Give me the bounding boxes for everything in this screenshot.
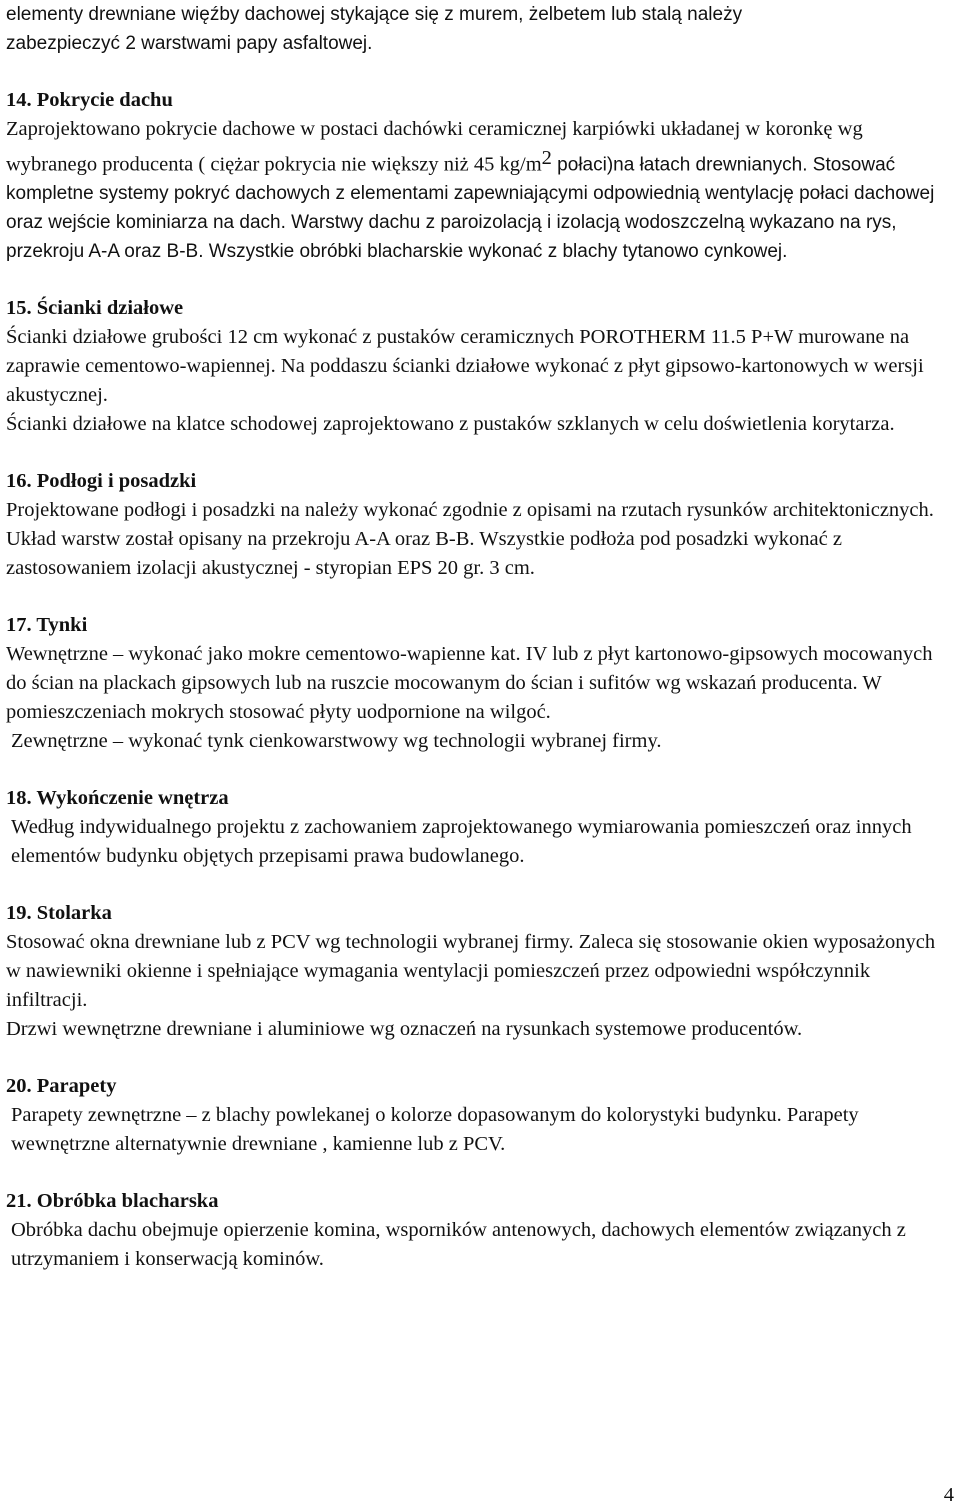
section-18-heading: 18. Wykończenie wnętrza xyxy=(6,787,229,810)
intro-line-2: zabezpieczyć 2 warstwami papy asfaltowej. xyxy=(6,33,373,54)
section-17 xyxy=(6,611,954,756)
section-15-paragraph-1: Ścianki działowe grubości 12 cm wykonać z pustaków ceramicznych POROTHERM 11.5 P+W murowane na zaprawie cementowo-wapiennej. Na poddaszu ścianki działowe wykonać z płyt gipsowo-kartonowych w wersji akustycznej. xyxy=(6,326,924,407)
section-16-heading: 16. Podłogi i posadzki xyxy=(6,470,197,493)
intro-paragraph xyxy=(6,0,954,58)
section-21 xyxy=(6,1187,954,1274)
section-21-heading: 21. Obróbka blacharska xyxy=(6,1190,219,1213)
section-16-paragraph-1: Projektowane podłogi i posadzki na należy wykonać zgodnie z opisami na rzutach rysunków architektonicznych. Układ warstw został opisany na przekroju A-A oraz B-B. Wszystkie podłoża pod posadzki wykonać z zastosowaniem izolacji akustycznej - styropian EPS 20 gr. 3 cm. xyxy=(6,499,934,580)
section-20-heading: 20. Parapety xyxy=(6,1075,117,1098)
section-19-paragraph-2: Drzwi wewnętrzne drewniane i aluminiowe wg oznaczeń na rysunkach systemowe producentów. xyxy=(6,1018,803,1041)
section-17-paragraph-2: Zewnętrzne – wykonać tynk cienkowarstwowy wg technologii wybranej firmy. xyxy=(11,730,662,753)
section-16 xyxy=(6,467,954,583)
page-number: 4 xyxy=(943,1484,954,1506)
section-19-paragraph-1: Stosować okna drewniane lub z PCV wg technologii wybranej firmy. Zaleca się stosowanie okien wyposażonych w nawiewniki okienne i spełniające wymagania wentylacji pomieszczeń przez odpowiedni współczynnik infiltracji. xyxy=(6,931,936,1012)
section-18 xyxy=(6,784,954,871)
intro-line-1: elementy drewniane więźby dachowej stykające się z murem, żelbetem lub stalą należy xyxy=(6,4,743,25)
section-14-heading: 14. Pokrycie dachu xyxy=(6,89,173,111)
section-15-paragraph-2: Ścianki działowe na klatce schodowej zaprojektowano z pustaków szklanych w celu doświetlenia korytarza. xyxy=(6,413,895,436)
section-15 xyxy=(6,294,954,439)
section-17-heading: 17. Tynki xyxy=(6,614,88,637)
section-14-body: Zaprojektowano pokrycie dachowe w postaci dachówki ceramicznej karpiówki układanej w koronkę wg wybranego producenta ( ciężar pokrycia nie większy niż 45 $kg/m^2$ połaci)na łatach drewnianych. Stosować kompletne systemy pokryć dachowych z elementami zapewniającymi odpowiednią wentylację połaci dachowej oraz wejście kominiarza na dach. Warstwy dachu z paroizolacją i izolacją wodoszczelną wykazano na rys, przekroju A-A oraz B-B. Wszystkie obróbki blacharskie wykonać z blachy tytanowo cynkowej. xyxy=(6,118,935,263)
section-17-paragraph-1: Wewnętrzne – wykonać jako mokre cementowo-wapienne kat. IV lub z płyt kartonowo-gipsowych mocowanych do ścian na plackach gipsowych lub na ruszcie mocowanym do ścian i sufitów wg wskazań producenta. W pomieszczeniach mokrych stosować płyty uodpornione na wilgoć. xyxy=(6,643,933,724)
section-21-paragraph-1: Obróbka dachu obejmuje opierzenie komina, wsporników antenowych, dachowych elementów związanych z utrzymaniem i konserwacją kominów. xyxy=(11,1219,906,1271)
section-19 xyxy=(6,899,954,1044)
section-18-paragraph-1: Według indywidualnego projektu z zachowaniem zaprojektowanego wymiarowania pomieszczeń oraz innych elementów budynku objętych przepisami prawa budowlanego. xyxy=(11,816,912,868)
section-14 xyxy=(6,86,954,266)
document-page xyxy=(6,0,954,1274)
section-20-paragraph-1: Parapety zewnętrzne – z blachy powlekanej o kolorze dopasowanym do kolorystyki budynku. Parapety wewnętrzne alternatywnie drewniane , kamienne lub z PCV. xyxy=(11,1104,859,1156)
section-20 xyxy=(6,1072,954,1159)
section-19-heading: 19. Stolarka xyxy=(6,902,112,925)
section-15-heading: 15. Ścianki działowe xyxy=(6,297,184,320)
